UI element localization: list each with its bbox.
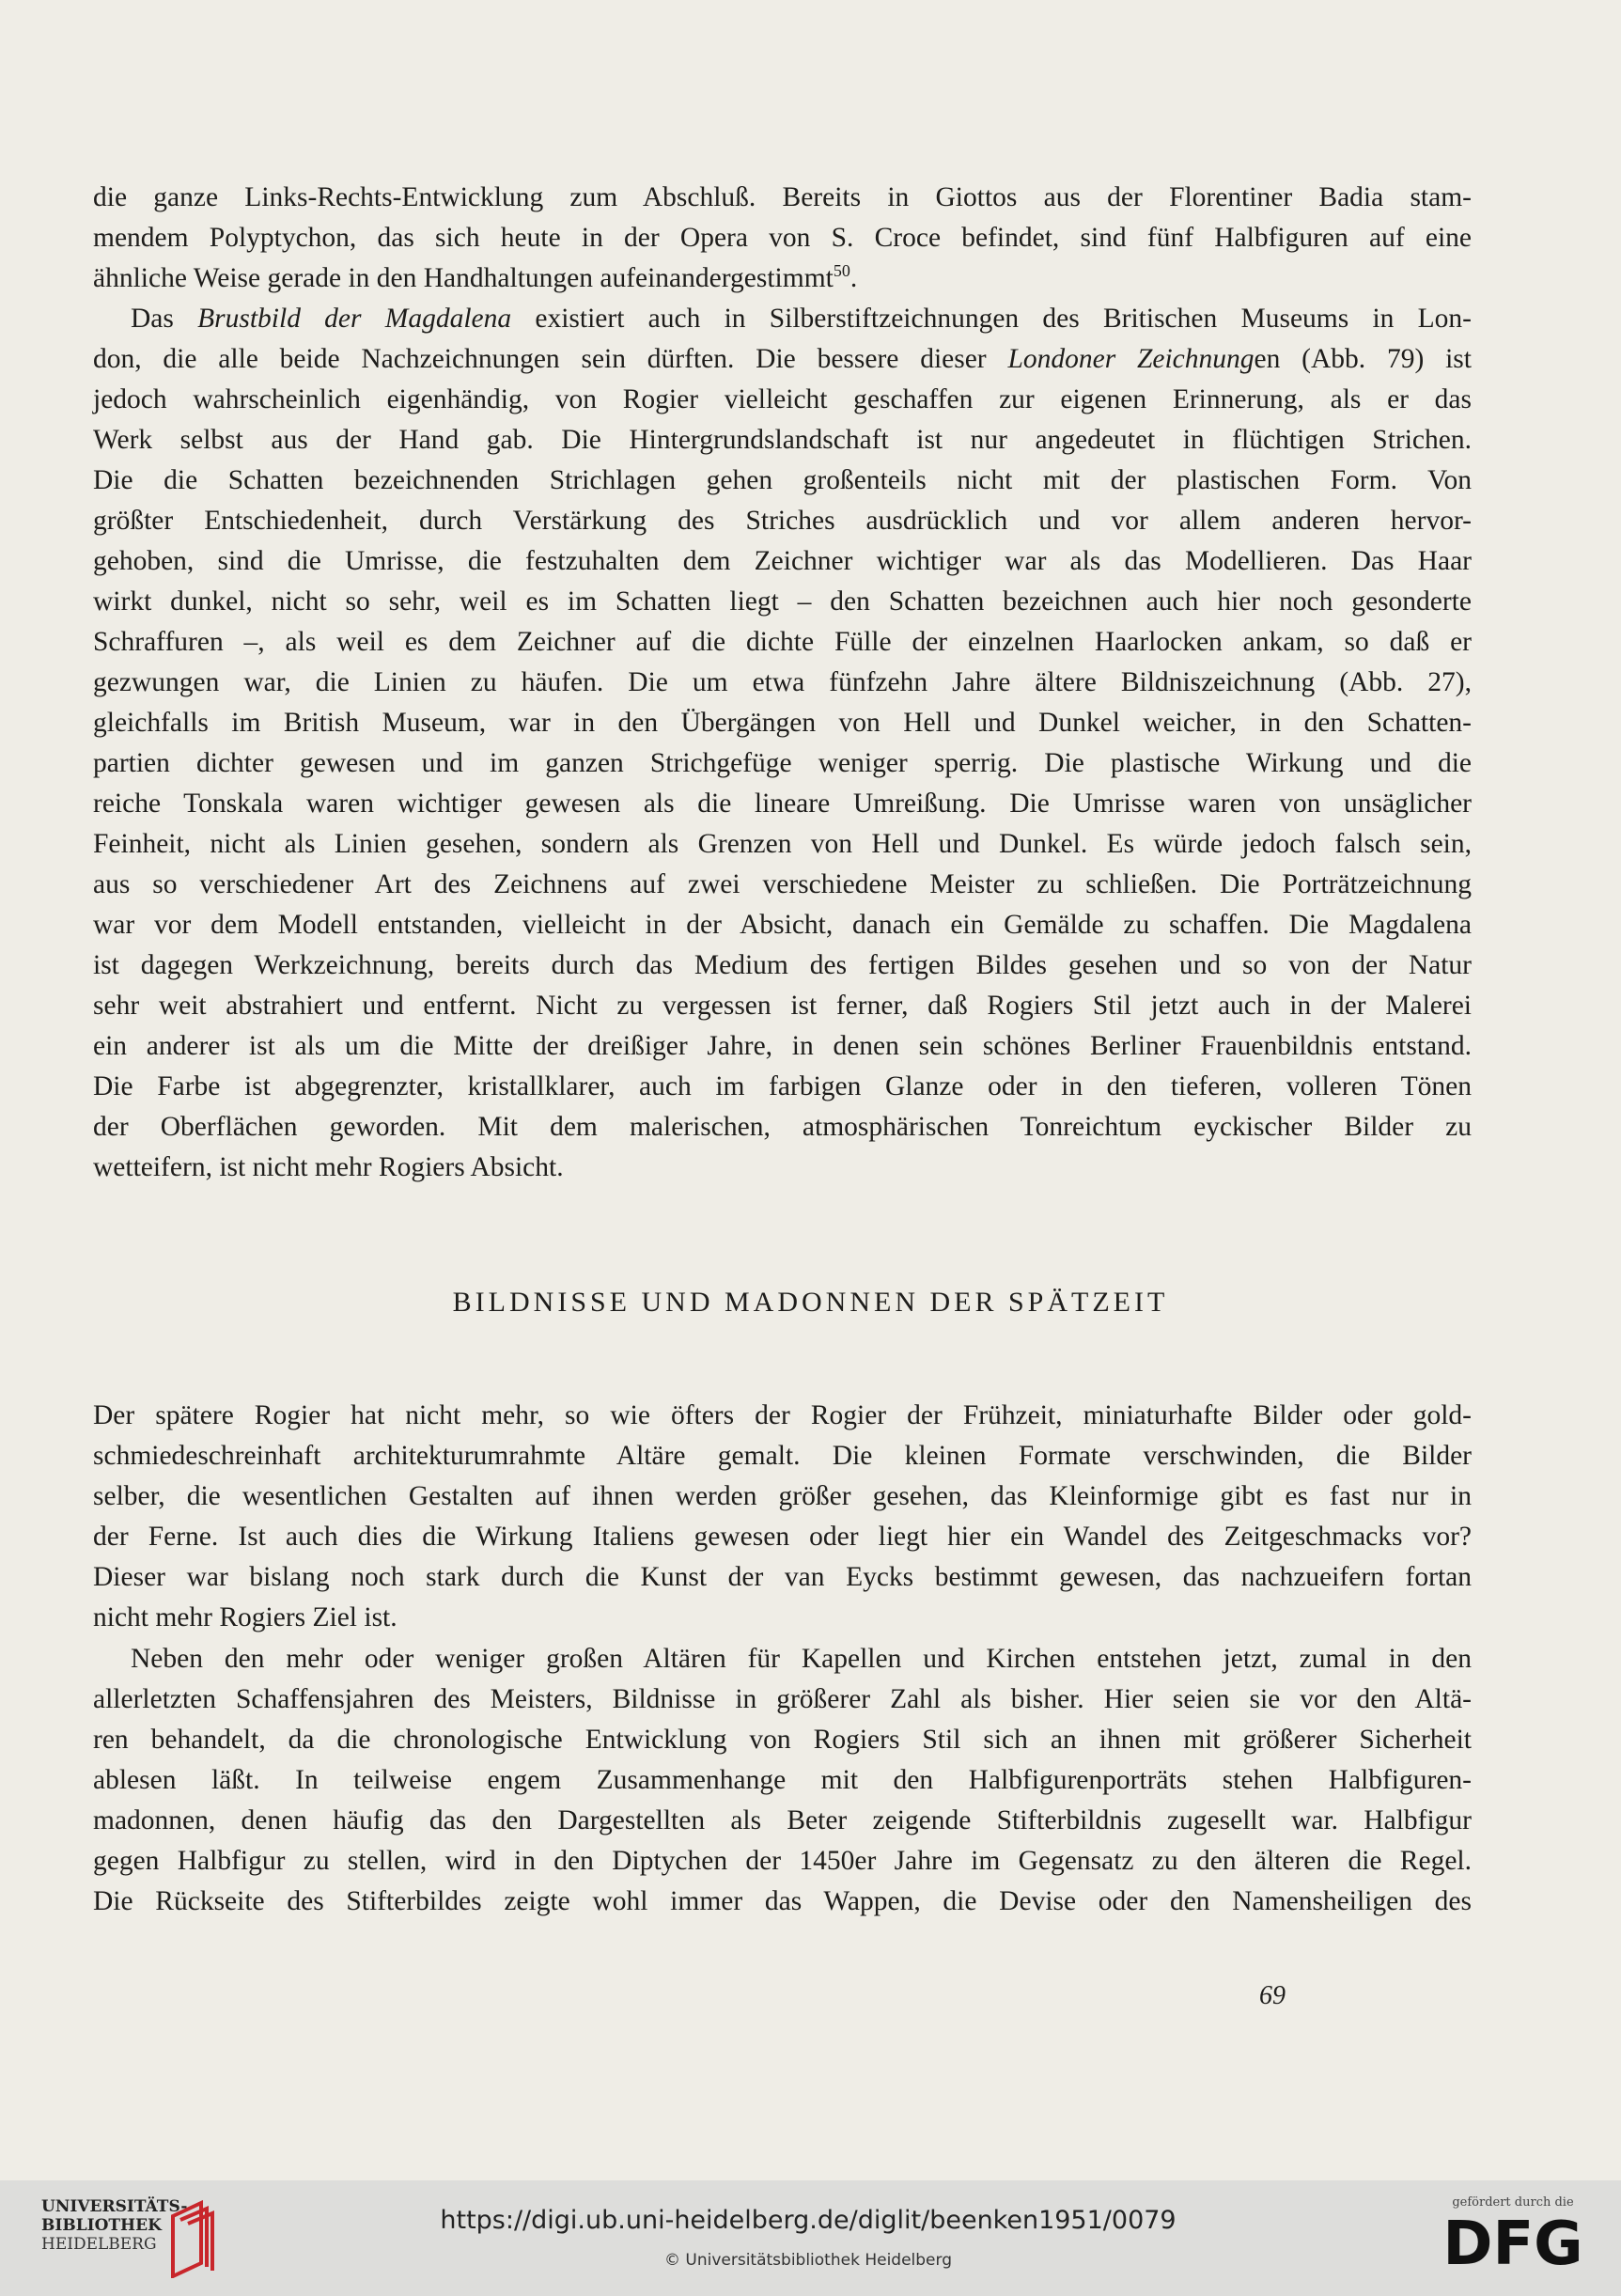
text-line: partien dichter gewesen und im ganzen Strichgefüge weniger sperrig. Die plastische Wirkung und die bbox=[93, 748, 1472, 778]
text-line: ren behandelt, da die chronologische Entwicklung von Rogiers Stil sich an ihnen mit größerer Sicherheit bbox=[93, 1725, 1472, 1755]
text-line: allerletzten Schaffensjahren des Meisters, Bildnisse in größerer Zahl als bisher. Hier seien sie vor den Altä- bbox=[93, 1684, 1472, 1714]
text-line: wetteifern, ist nicht mehr Rogiers Absicht. bbox=[93, 1152, 564, 1182]
library-name-line: BIBLIOTHEK bbox=[41, 2216, 162, 2235]
text-line: der Ferne. Ist auch dies die Wirkung Italiens gewesen oder liegt hier ein Wandel des Zeitgeschmacks vor? bbox=[93, 1522, 1472, 1552]
italic-title: Brustbild der Magdalena bbox=[197, 304, 512, 334]
paragraph-4 bbox=[93, 1639, 1472, 1922]
paragraph-1 bbox=[93, 178, 1472, 299]
footer-bar bbox=[0, 2180, 1621, 2296]
text-fragment: Das bbox=[131, 304, 198, 334]
paragraph-2 bbox=[93, 299, 1472, 1188]
text-line: sehr weit abstrahiert und entfernt. Nicht zu vergessen ist ferner, daß Rogiers Stil jetzt auch in der Malerei bbox=[93, 991, 1472, 1021]
text-fragment: ähnliche Weise gerade in den Handhaltungen aufeinandergestimmt bbox=[93, 263, 834, 293]
text-line bbox=[93, 299, 1472, 339]
text-line: gleichfalls im British Museum, war in den Übergängen von Hell und Dunkel weicher, in den Schatten- bbox=[93, 708, 1472, 738]
copyright-notice: © Universitätsbibliothek Heidelberg bbox=[663, 2251, 952, 2270]
text-fragment: don, die alle beide Nachzeichnungen sein dürften. Die bessere dieser bbox=[93, 344, 1008, 374]
permalink-url[interactable]: https://digi.ub.uni-heidelberg.de/diglit/beenken1951/0079 bbox=[440, 2206, 1177, 2235]
text-line: Feinheit, nicht als Linien gesehen, sondern als Grenzen von Hell und Dunkel. Es würde jedoch falsch sein, bbox=[93, 829, 1472, 859]
italic-title: Londoner Zeichnung bbox=[1007, 344, 1255, 374]
text-line: gegen Halbfigur zu stellen, wird in den Diptychen der 1450er Jahre im Gegensatz zu den älteren die Regel. bbox=[93, 1846, 1472, 1876]
text-line: ein anderer ist als um die Mitte der dreißiger Jahre, in denen sein schönes Berliner Frauenbildnis entstand. bbox=[93, 1031, 1472, 1061]
text-line: mendem Polyptychon, das sich heute in der Opera von S. Croce befindet, sind fünf Halbfiguren auf eine bbox=[93, 223, 1472, 253]
text-line: gezwungen war, die Linien zu häufen. Die um etwa fünfzehn Jahre ältere Bildniszeichnung (Abb. 27), bbox=[93, 667, 1472, 697]
page-number: 69 bbox=[1259, 1981, 1286, 2010]
text-line: Der spätere Rogier hat nicht mehr, so wie öfters der Rogier der Frühzeit, miniaturhafte Bilder oder gold- bbox=[93, 1400, 1472, 1430]
library-name-line: HEIDELBERG bbox=[41, 2235, 157, 2254]
text-line: Dieser war bislang noch stark durch die Kunst der van Eycks bestimmt gewesen, das nachzueifern fortan bbox=[93, 1562, 1472, 1592]
text-line: größter Entschiedenheit, durch Verstärkung des Striches ausdrücklich und vor allem anderen hervor- bbox=[93, 506, 1472, 536]
text-line: Die die Schatten bezeichnenden Strichlagen gehen großenteils nicht mit der plastischen Form. Von bbox=[93, 465, 1472, 495]
text-line: schmiedeschreinhaft architekturumrahmte Altäre gemalt. Die kleinen Formate verschwinden, die Bilder bbox=[93, 1441, 1472, 1471]
library-logo[interactable] bbox=[41, 2197, 239, 2282]
text-line: ist dagegen Werkzeichnung, bereits durch das Medium des fertigen Bildes gesehen und so von der Natur bbox=[93, 950, 1472, 980]
text-line: madonnen, denen häufig das den Dargestellten als Beter zeigende Stifterbildnis zugesellt war. Halbfigur bbox=[93, 1805, 1472, 1835]
text-line: jedoch wahrscheinlich eigenhändig, von Rogier vielleicht geschaffen zur eigenen Erinnerung, als er das bbox=[93, 384, 1472, 414]
text-line: reiche Tonskala waren wichtiger gewesen als die lineare Umreißung. Die Umrisse waren von unsäglicher bbox=[93, 789, 1472, 819]
funder-logo[interactable] bbox=[1438, 2195, 1588, 2280]
text-line: Die Farbe ist abgegrenzter, kristallklarer, auch im farbigen Glanze oder in den tieferen, volleren Tönen bbox=[93, 1071, 1472, 1101]
text-line bbox=[93, 339, 1472, 380]
text-line: Schraffuren –, als weil es dem Zeichner auf die dichte Fülle der einzelnen Haarlocken ankam, so daß er bbox=[93, 627, 1472, 657]
text-line: der Oberflächen geworden. Mit dem malerischen, atmosphärischen Tonreichtum eyckischer Bilder zu bbox=[93, 1112, 1472, 1142]
dfg-logo-icon bbox=[1438, 2210, 1588, 2272]
funder-caption: gefördert durch die bbox=[1452, 2195, 1574, 2210]
text-fragment: existiert auch in Silberstiftzeichnungen des Britischen Museums in Lon- bbox=[511, 304, 1472, 334]
section-heading: BILDNISSE UND MADONNEN DER SPÄTZEIT bbox=[452, 1287, 1169, 1318]
text-line: die ganze Links-Rechts-Entwicklung zum Abschluß. Bereits in Giottos aus der Florentiner Badia stam- bbox=[93, 182, 1472, 212]
text-line: gehoben, sind die Umrisse, die festzuhalten dem Zeichner wichtiger war als das Modellieren. Das Haar bbox=[93, 546, 1472, 576]
library-emblem-icon bbox=[164, 2197, 229, 2278]
text-line: Die Rückseite des Stifterbildes zeigte wohl immer das Wappen, die Devise oder den Namensheiligen des bbox=[93, 1886, 1472, 1916]
text-fragment: . bbox=[849, 263, 858, 293]
text-line: Werk selbst aus der Hand gab. Die Hintergrundslandschaft ist nur angedeutet in flüchtigen Strichen. bbox=[93, 425, 1472, 455]
library-name-line: UNIVERSITÄTS- bbox=[41, 2197, 188, 2216]
text-line: selber, die wesentlichen Gestalten auf ihnen werden größer gesehen, das Kleinformige gibt es fast nur in bbox=[93, 1481, 1472, 1511]
footnote-reference[interactable]: 50 bbox=[833, 261, 850, 281]
text-line: ablesen läßt. In teilweise engem Zusammenhange mit den Halbfigurenporträts stehen Halbfiguren- bbox=[93, 1765, 1472, 1795]
text-line: Neben den mehr oder weniger großen Altären für Kapellen und Kirchen entstehen jetzt, zumal in den bbox=[131, 1644, 1472, 1674]
text-fragment: en (Abb. 79) ist bbox=[1254, 344, 1472, 374]
text-line: nicht mehr Rogiers Ziel ist. bbox=[93, 1602, 397, 1632]
dfg-wordmark: DFG bbox=[1442, 2210, 1583, 2272]
text-line: wirkt dunkel, nicht so sehr, weil es im Schatten liegt – den Schatten bezeichnen auch hier noch gesonderte bbox=[93, 586, 1472, 617]
paragraph-3 bbox=[93, 1396, 1472, 1638]
text-line: war vor dem Modell entstanden, vielleicht in der Absicht, danach ein Gemälde zu schaffen. Die Magdalena bbox=[93, 910, 1472, 940]
text-line: aus so verschiedener Art des Zeichnens auf zwei verschiedene Meister zu schließen. Die Porträtzeichnung bbox=[93, 869, 1472, 899]
text-line bbox=[93, 258, 1472, 299]
